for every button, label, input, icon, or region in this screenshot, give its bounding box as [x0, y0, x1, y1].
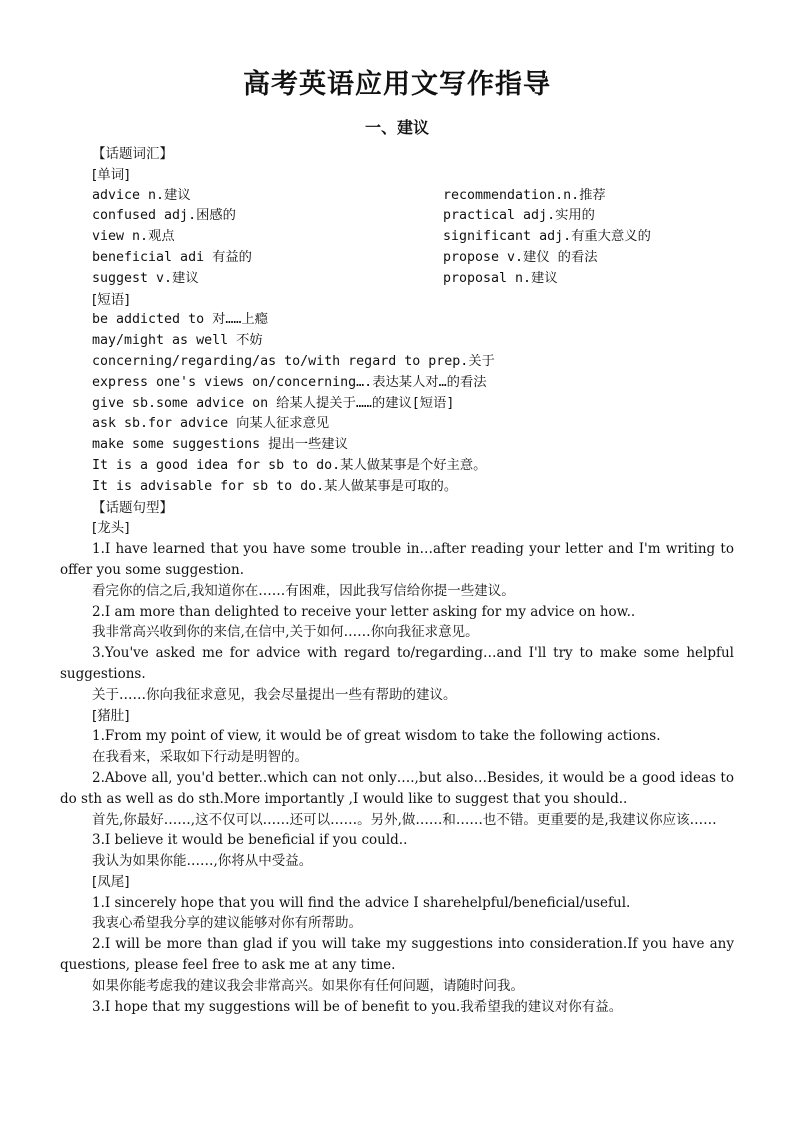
- vocab-heading: 【话题词汇】: [92, 146, 173, 162]
- opening-label: [龙头]: [92, 520, 130, 537]
- sentence-cn: 首先,你最好……,这不仅可以……还可以……。另外,做……和……也不错。更重要的是,我建议你应该……: [92, 811, 717, 828]
- sentence-cn: 关于……你向我征求意见，我会尽量提出一些有帮助的建议。: [92, 686, 457, 703]
- sentence-cn: 我衷心希望我分享的建议能够对你有所帮助。: [92, 915, 362, 932]
- document-body: [60, 144, 734, 1017]
- body-label: [猪肚]: [92, 707, 130, 724]
- word-left: beneficial adi 有益的: [92, 249, 252, 265]
- phrase-item: It is advisable for sb to do.某人做某事是可取的。: [92, 478, 458, 494]
- phrases-label: [短语]: [92, 291, 130, 308]
- sentence-en: 2.I will be more than glad if you will take my suggestions into consideration.If you have any questions, please feel free to ask me at any time.: [60, 936, 734, 974]
- sentence-cn: 我认为如果你能……,你将从中受益。: [92, 853, 313, 870]
- sentence-en: 3.You've asked me for advice with regard to/regarding…and I'll try to make some helpful suggestions.: [60, 645, 734, 682]
- word-right: recommendation.n.推荐: [443, 187, 606, 203]
- sentence-cn: 在我看来，采取如下行动是明智的。: [92, 749, 308, 766]
- sentence-en: 2.Above all, you'd better..which can not only….,but also…Besides, it would be a good ideas to do sth as well as do sth.More importantly ,I would like to suggest that you should..: [60, 769, 734, 807]
- phrase-item: be addicted to 对……上瘾: [92, 312, 268, 328]
- word-right: practical adj.实用的: [443, 208, 595, 224]
- section-heading: 一、建议: [364, 118, 429, 137]
- phrase-item: express one's views on/concerning….表达某人对…的看法: [92, 374, 487, 390]
- word-row: [60, 227, 734, 248]
- word-row: [60, 186, 734, 207]
- sentence-en: 3.I believe it would be beneficial if you could..: [92, 832, 408, 849]
- sentence-en: 1.I sincerely hope that you will find the advice I sharehelpful/beneficial/useful.: [92, 894, 631, 911]
- phrase-item: It is a good idea for sb to do.某人做某事是个好主意。: [92, 457, 487, 473]
- phrase-item: give sb.some advice on 给某人提关于……的建议[短语]: [92, 395, 455, 411]
- word-right: significant adj.有重大意义的: [443, 229, 651, 245]
- sentence-cn: 看完你的信之后,我知道你在……有困难，因此我写信给你提一些建议。: [92, 582, 515, 599]
- phrase-item: concerning/regarding/as to/with regard to prep.关于: [92, 353, 495, 369]
- sentences-heading: 【话题句型】: [92, 499, 173, 516]
- document-title: 高考英语应用文写作指导: [243, 69, 551, 100]
- word-left: view n.观点: [92, 229, 175, 245]
- word-row: [60, 269, 734, 290]
- word-row: [60, 248, 734, 269]
- words-label: [单词]: [92, 166, 130, 183]
- word-left: confused adj.困感的: [92, 208, 236, 224]
- sentence-en: 1.I have learned that you have some trouble in…after reading your letter and I'm writing to offer you some suggestion.: [60, 541, 734, 578]
- word-right: proposal n.建议: [443, 270, 558, 286]
- word-right: propose v.建仪 的看法: [443, 249, 598, 265]
- phrase-item: make some suggestions 提出一些建议: [92, 437, 348, 453]
- sentence-en: 1.From my point of view, it would be of great wisdom to take the following actions.: [92, 728, 661, 745]
- phrase-item: ask sb.for advice 向某人征求意见: [92, 416, 330, 432]
- sentence-cn: 如果你能考虑我的建议我会非常高兴。如果你有任何问题，请随时问我。: [92, 977, 524, 994]
- word-left: advice n.建议: [92, 187, 191, 203]
- ending-label: [凤尾]: [92, 873, 130, 890]
- phrase-item: may/might as well 不妨: [92, 333, 263, 349]
- sentence-en: 3.I hope that my suggestions will be of benefit to you.我希望我的建议对你有益。: [92, 998, 623, 1015]
- sentence-cn: 我非常高兴收到你的来信,在信中,关于如何……你向我征求意见。: [92, 624, 479, 641]
- word-left: suggest v.建议: [92, 270, 199, 286]
- word-row: [60, 206, 734, 227]
- sentence-en: 2.I am more than delighted to receive your letter asking for my advice on how..: [92, 603, 636, 620]
